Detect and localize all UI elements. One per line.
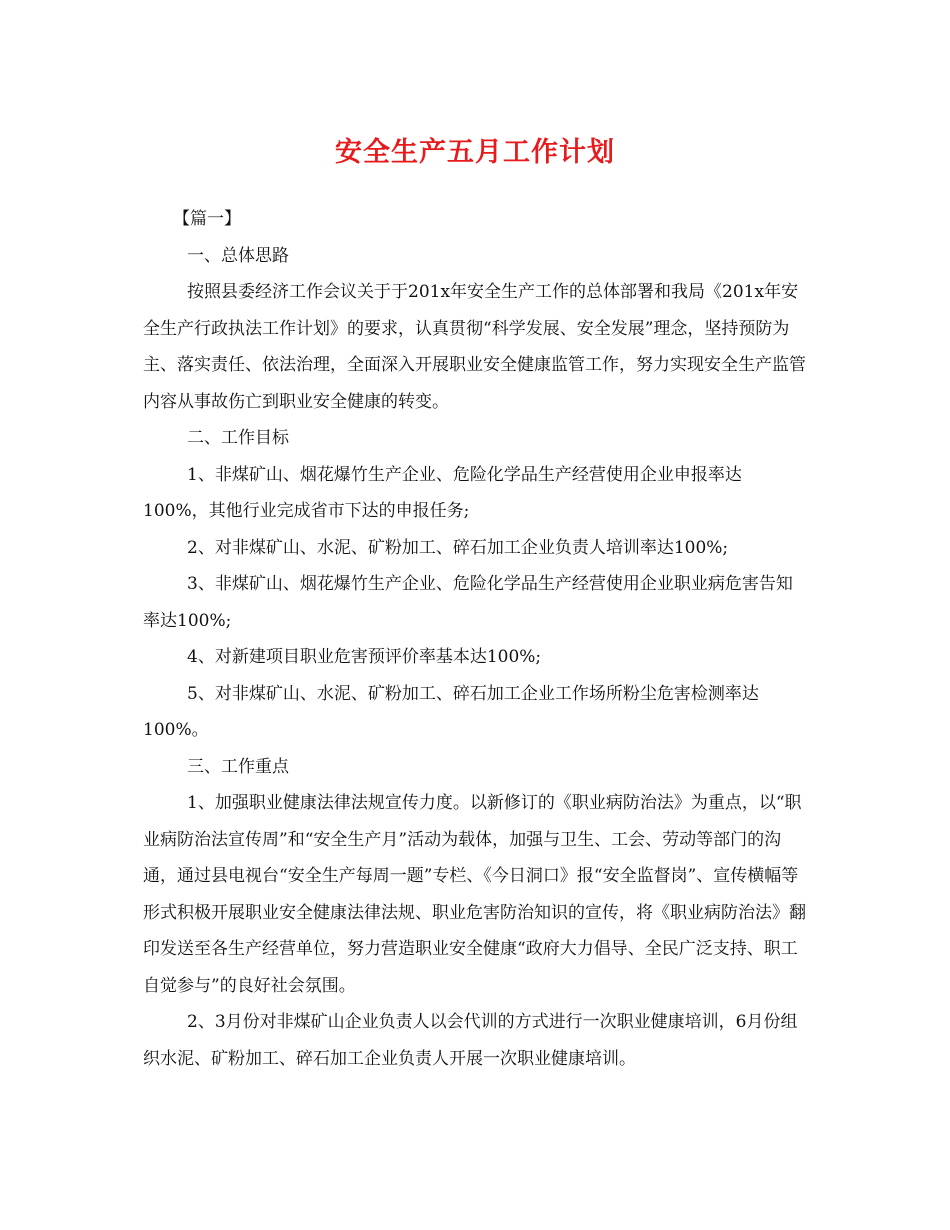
paragraph: 按照县委经济工作会议关于于201x年安全生产工作的总体部署和我局《201x年安全生产行政执法工作计划》的要求，认真贯彻“科学发展、安全发展”理念，坚持预防为主、落实责任、依法治理，全面深入开展职业安全健康监管工作，努力实现安全生产监管内容从事故伤亡到职业安全健康的转变。: [143, 282, 806, 412]
paragraph: 1、非煤矿山、烟花爆竹生产企业、危险化学品生产经营使用企业申报率达100%，其他行业完成省市下达的申报任务;: [143, 464, 742, 521]
paragraph-heading-3: 三、工作重点: [187, 756, 289, 777]
document-body: [143, 201, 807, 1077]
paragraph: 1、加强职业健康法律法规宣传力度。以新修订的《职业病防治法》为重点，以“职业病防治法宣传周”和“安全生产月”活动为载体，加强与卫生、工会、劳动等部门的沟通，通过县电视台“安全生产每周一题”专栏、《今日洞口》报“安全监督岗”、宣传横幅等形式积极开展职业安全健康法律法规、职业危害防治知识的宣传，将《职业病防治法》翻印发送至各生产经营单位，努力营造职业安全健康“政府大力倡导、全民广泛支持、职工自觉参与”的良好社会氛围。: [143, 793, 806, 996]
paragraph-heading-2: 二、工作目标: [187, 428, 289, 448]
section-marker: 【篇一】: [173, 209, 241, 229]
paragraph: 2、对非煤矿山、水泥、矿粉加工、碎石加工企业负责人培训率达100%;: [187, 537, 729, 558]
paragraph: 5、对非煤矿山、水泥、矿粉加工、碎石加工企业工作场所粉尘危害检测率达100%。: [143, 683, 759, 740]
paragraph: 2、3月份对非煤矿山企业负责人以会代训的方式进行一次职业健康培训，6月份组织水泥、矿粉加工、碎石加工企业负责人开展一次职业健康培训。: [143, 1012, 798, 1069]
paragraph-heading-1: 一、总体思路: [187, 245, 289, 266]
paragraph: 3、非煤矿山、烟花爆竹生产企业、危险化学品生产经营使用企业职业病危害告知率达100%;: [143, 574, 793, 631]
paragraph: 4、对新建项目职业危害预评价率基本达100%;: [187, 647, 542, 667]
document-title: 安全生产五月工作计划: [335, 137, 615, 168]
